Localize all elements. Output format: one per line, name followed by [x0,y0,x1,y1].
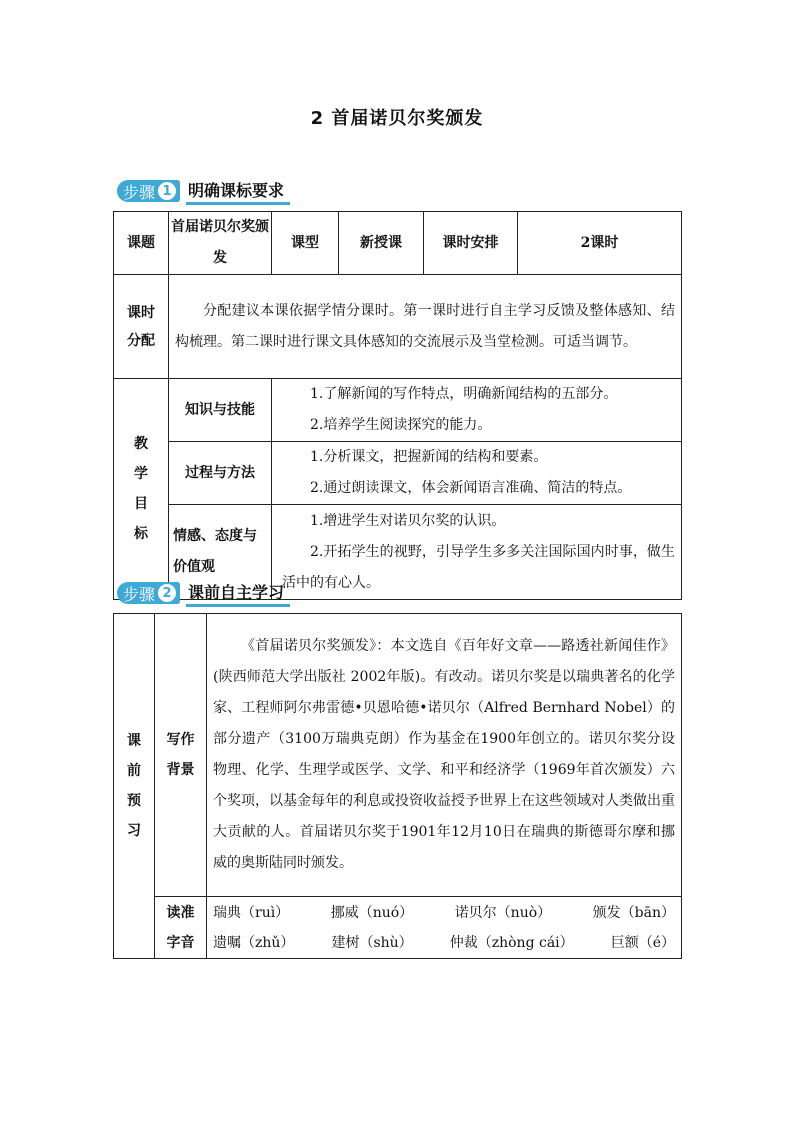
topic-value: 首届诺贝尔奖颁发 [169,212,272,275]
step-2-header [117,580,290,606]
table-row-allocation [114,275,682,379]
background-label-part: 背景 [166,762,195,778]
lesson-plan-table [113,211,682,600]
objective-content-process [272,442,682,505]
page-title: 2 首届诺贝尔奖颁发 [310,108,484,129]
objective-label-process: 过程与方法 [169,442,272,505]
allocation-label: 课时分配 [114,275,169,379]
objective-label-knowledge: 知识与技能 [169,379,272,442]
pronunciation-line [207,928,681,958]
topic-label: 课题 [114,212,169,275]
preview-table [113,613,682,959]
pronunciation-label-part: 读准 [166,904,195,921]
pronunciation-content [207,897,682,959]
pronunciation-line [207,898,681,928]
preview-label-char: 前 [127,763,141,779]
pronunciation-word: 瑞典（ruì） [213,904,290,921]
objective-item: 2.通过朗读课文，体会新闻语言准确、简洁的特点。 [310,480,632,496]
objective-content-knowledge [272,379,682,442]
preview-label-char: 课 [127,733,141,749]
objectives-label-char: 标 [134,526,148,542]
objective-item: 1.分析课文，把握新闻的结构和要素。 [310,449,548,465]
pronunciation-word: 建树（shù） [331,934,413,951]
objectives-label-char: 目 [134,496,148,512]
step-2-number: 2 [158,584,176,602]
step-1-badge-label: 步骤 [123,182,156,202]
pronunciation-word: 仲裁（zhòng cái） [449,934,574,951]
step-2-title: 课前自主学习 [186,580,290,607]
objective-row-process [114,442,682,505]
objectives-label-char: 教 [134,436,148,452]
objective-row-knowledge [114,379,682,442]
pronunciation-word: 挪威（nuó） [330,904,414,921]
background-row [114,614,682,897]
objective-label-attitude: 情感、态度与价值观 [169,505,272,600]
objectives-label-char: 学 [134,466,148,482]
pronunciation-word: 诺贝尔（nuò） [454,904,552,921]
preview-label-char: 预 [127,793,141,809]
objective-item: 2.培养学生阅读探究的能力。 [310,417,492,433]
pronunciation-label [155,897,207,959]
objective-item: 2.开拓学生的视野，引导学生多多关注国际国内时事，做生活中的有心人。 [282,543,675,591]
background-text: 《首届诺贝尔奖颁发》：本文选自《百年好文章——路透社新闻佳作》(陕西师范大学出版社 2002年版)。有改动。诺贝尔奖是以瑞典著名的化学家、工程师阿尔弗雷德•贝恩哈德•诺贝尔（Alfred Bernhard Nobel）的部分遗产（3100万瑞典克朗）作为基金在1900年创立的。诺贝尔奖分设物理、化学、生理学或医学、文学、和平和经济学（1969年首次颁发）六个奖项，以基金每年的利息或投资收益授予世界上在这些领域对人类做出重大贡献的人。首届诺贝尔奖于1901年12月10日在瑞典的斯德哥尔摩和挪威的奥斯陆同时颁发。 [207,614,682,897]
pronunciation-row [114,897,682,959]
step-2-badge [117,582,180,604]
objective-item: 1.增进学生对诺贝尔奖的认识。 [310,512,506,529]
pronunciation-label-part: 字音 [166,934,195,951]
pronunciation-word: 颁发（bān） [592,904,675,921]
step-2-badge-label: 步骤 [123,584,156,604]
type-value: 新授课 [339,212,424,275]
preview-label-char: 习 [127,823,141,839]
schedule-label: 课时安排 [424,212,518,275]
background-label-part: 写作 [166,732,195,748]
objectives-label [114,379,169,600]
allocation-text: 分配建议本课依据学情分课时。第一课时进行自主学习反馈及整体感知、结构梳理。第二课时进行课文具体感知的交流展示及当堂检测。可适当调节。 [169,275,682,379]
table-row-header [114,212,682,275]
objective-content-attitude [272,505,682,600]
type-label: 课型 [272,212,339,275]
pronunciation-word: 遗嘱（zhǔ） [213,934,295,951]
preview-section-label [114,614,155,959]
step-1-number: 1 [158,182,176,200]
step-1-badge [117,180,180,202]
schedule-value: 2课时 [518,212,682,275]
background-label [155,614,207,897]
step-1-title: 明确课标要求 [186,178,290,205]
step-1-header [117,178,290,204]
objective-item: 1.了解新闻的写作特点，明确新闻结构的五部分。 [310,386,618,402]
pronunciation-word: 巨额（é） [610,934,675,951]
